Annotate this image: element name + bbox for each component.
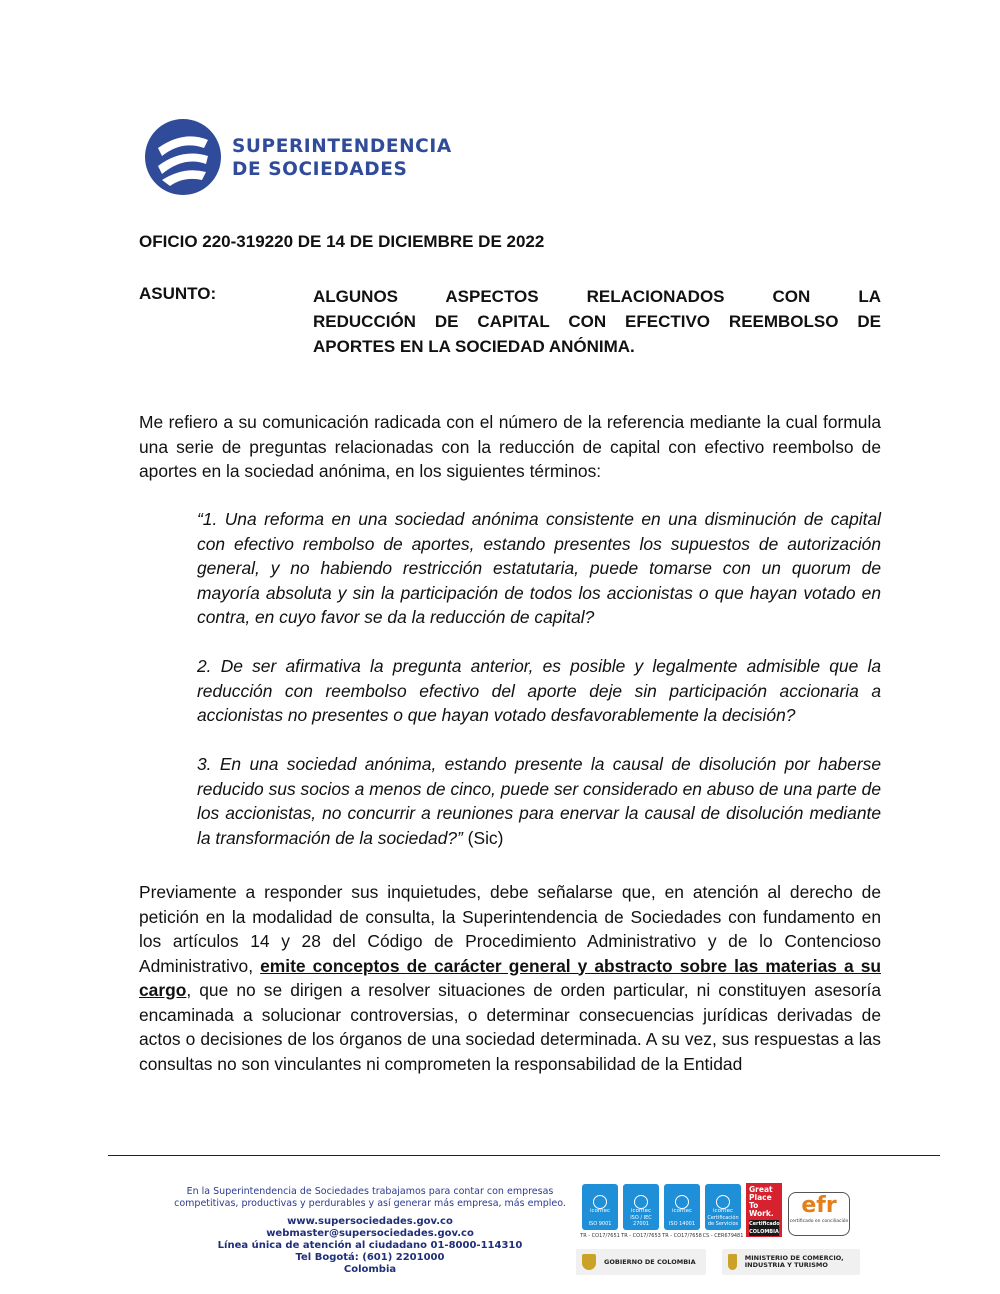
disclaimer-paragraph [139, 880, 881, 1076]
sic-note: (Sic) [462, 827, 504, 848]
colombia-shield-icon [582, 1254, 596, 1270]
question-2: 2. De ser afirmativa la pregunta anterior, es posible y legalmente admisible que la reducción con reembolso efectivo del aporte deje sin participación accionaria a accionistas no presentes o que hayan votado desfavorablemente la decisión? [197, 656, 881, 725]
cert-label: Certificación de Servicios [707, 1215, 739, 1227]
footer-website[interactable]: www.supersociedades.gov.co [287, 1216, 453, 1227]
cert-code: TR - CO17/7651 [580, 1233, 620, 1239]
cert-label: ISO 9001 [588, 1221, 612, 1227]
footer-contact [160, 1186, 580, 1276]
ministry-label: MINISTERIO DE COMERCIO, INDUSTRIA Y TURISMO [744, 1254, 844, 1269]
asunto-label: ASUNTO: [139, 284, 217, 303]
efr-logo: efr [801, 1193, 837, 1218]
logo-emblem-icon [144, 118, 222, 196]
asunto-text [313, 284, 881, 359]
gptw-sub: Certificado COLOMBIA [749, 1221, 780, 1235]
gov-label: GOBIERNO DE COLOMBIA [604, 1258, 696, 1266]
asunto-line-2: REDUCCIÓN DE CAPITAL CON EFECTIVO REEMBOLSO DE [313, 312, 881, 331]
colombia-shield-icon [728, 1254, 737, 1270]
footer-phone-line: Línea única de atención al ciudadano 01-8000-114310 [217, 1240, 523, 1251]
question-3-text: 3. En una sociedad anónima, estando presente la causal de disolución por haberse reducido sus socios a menos de cinco, puede ser considerado en abuso de una parte de los accionistas, no concurrir a reuniones para enervar la causal de disolución mediante la transformación de la sociedad?” [197, 754, 881, 848]
icontec-icon [716, 1195, 730, 1209]
cert-label: ISO 14001 [668, 1221, 696, 1227]
cert-brand: icontec [672, 1208, 692, 1214]
cert-iso27001-badge [623, 1184, 659, 1230]
logo-wordmark [232, 135, 452, 181]
question-1: “1. Una reforma en una sociedad anónima consistente en una disminución de capital con efectivo rembolso de aportes, estando presentes los supuestos de autorización general, y no habiendo restricción estatutaria, puede tomarse con un quorum de mayoría absoluta y sin la participación de todos los accionistas o que hayan votado en contra, en cuyo favor se da la reducción de capital? [197, 509, 881, 627]
cert-services-badge [705, 1184, 741, 1230]
cert-iso9001-badge [582, 1184, 618, 1230]
asunto-line-3: APORTES EN LA SOCIEDAD ANÓNIMA. [313, 337, 635, 356]
footer-country: Colombia [343, 1264, 397, 1275]
mincomercio-badge [722, 1249, 860, 1275]
cert-code: TR - CO17/7658 [662, 1233, 702, 1239]
disclaimer-text-end: , que no se dirigen a resolver situaciones de orden particular, ni constituyen asesoría encaminada a solucionar controversias, o determinar consecuencias jurídicas derivadas de actos o decisiones de los órganos de una sociedad determinada. A su vez, sus respuestas a las consultas no son vinculantes ni comprometen la responsabilidad de la Entidad [139, 980, 881, 1074]
logo-line-1: SUPERINTENDENCIA [232, 136, 452, 157]
asunto-line-1: ALGUNOS ASPECTOS RELACIONADOS CON LA [313, 287, 881, 306]
document-title: OFICIO 220-319220 DE 14 DE DICIEMBRE DE 2022 [139, 232, 545, 251]
footer-email[interactable]: webmaster@supersociedades.gov.co [266, 1228, 474, 1239]
disclaimer-text-start: Previamente a responder sus inquietudes, debe señalarse que, en atención al derecho de petición en la modalidad de consulta, la Superintendencia de Sociedades con fundamento en los artículos 14 y 28 del Código de Procedimiento Administrativo y de lo Contencioso Administrativo, [139, 882, 881, 976]
icontec-icon [675, 1195, 689, 1209]
efr-badge [788, 1192, 850, 1236]
cert-brand: icontec [713, 1208, 733, 1214]
cert-brand: icontec [590, 1208, 610, 1214]
gptw-title: Great Place To Work. [749, 1185, 774, 1218]
superintendencia-logo [144, 118, 474, 198]
gobierno-colombia-badge [576, 1249, 706, 1275]
footer-divider [108, 1155, 940, 1156]
logo-line-2: DE SOCIEDADES [232, 159, 408, 180]
question-3 [197, 752, 881, 850]
cert-code: CS - CER679481 [702, 1233, 744, 1239]
cert-brand: icontec [631, 1208, 651, 1214]
footer-slogan-2: competitivas, productivas y perdurables y así generar más empresa, más empleo. [174, 1198, 566, 1209]
efr-caption: certificado en conciliación [789, 1219, 849, 1224]
cert-iso14001-badge [664, 1184, 700, 1230]
great-place-to-work-badge [746, 1183, 782, 1237]
disclaimer-emphasis: emite conceptos de carácter general y abstracto sobre las materias a su cargo [139, 955, 882, 1000]
footer-slogan-1: En la Superintendencia de Sociedades trabajamos para contar con empresas [186, 1186, 554, 1197]
icontec-icon [634, 1195, 648, 1209]
cert-code: TR - CO17/7653 [621, 1233, 661, 1239]
cert-label: ISO / IEC 27001 [630, 1215, 652, 1227]
intro-paragraph: Me refiero a su comunicación radicada con el número de la referencia mediante la cual formula una serie de preguntas relacionadas con la reducción de capital con efectivo reembolso de aportes en la sociedad anónima, en los siguientes términos: [139, 412, 881, 481]
icontec-icon [593, 1195, 607, 1209]
footer-tel: Tel Bogotá: (601) 2201000 [295, 1252, 445, 1263]
